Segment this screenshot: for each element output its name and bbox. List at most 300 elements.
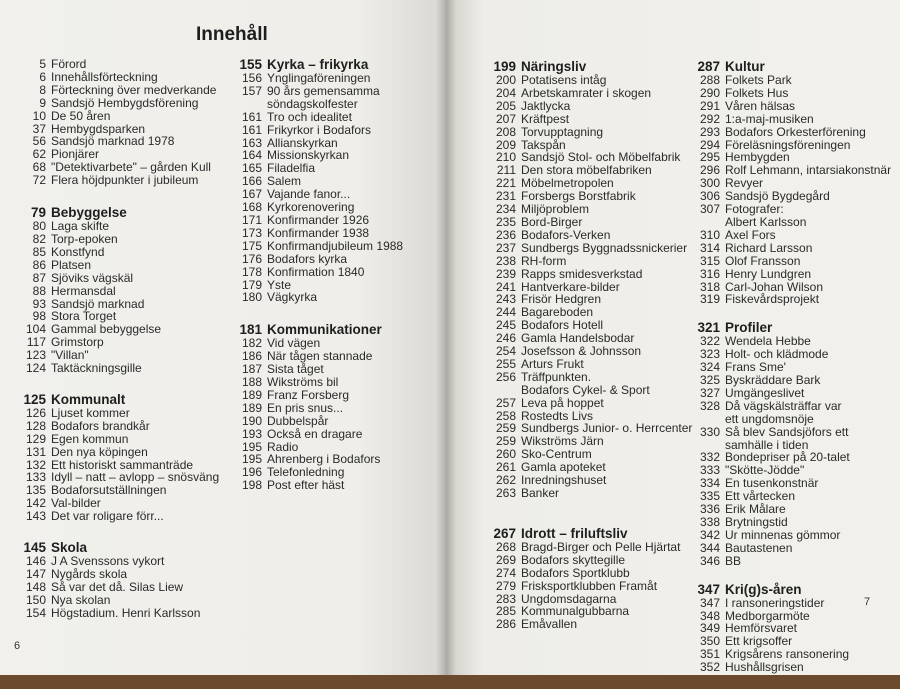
entry-page-number: 5 [39, 57, 46, 71]
entry-page-number: 293 [699, 124, 720, 139]
entry-page-number: 318 [699, 279, 720, 294]
toc-entry [472, 74, 704, 87]
entry-page-number: 196 [241, 465, 262, 480]
entry-title: Bagareboden [521, 305, 594, 320]
entry-title: Bodafors brandkår [51, 418, 150, 433]
entry-page-number: 8 [39, 82, 46, 97]
entry-title: Konfirmation 1840 [267, 264, 365, 279]
entry-page-number: 188 [241, 375, 262, 390]
entry-page-number: 6 [39, 69, 46, 84]
entry-title: Nya skolan [51, 592, 111, 607]
entry-title: Post efter häst [267, 478, 345, 493]
entry-title: Medborgarmöte [725, 608, 810, 623]
entry-title: Platsen [51, 257, 92, 272]
entry-page-number: 338 [699, 515, 720, 529]
toc-entry [676, 126, 876, 139]
entry-title: Ett vårtecken [725, 489, 796, 504]
toc-entry [472, 618, 704, 631]
toc-entry [472, 242, 704, 255]
entry-title: Bodafors Orkesterförening [725, 124, 866, 139]
entry-title: Hermansdal [51, 283, 116, 298]
entry-title: 1:a-maj-musiken [725, 111, 814, 126]
entry-title: "Villan" [51, 348, 89, 363]
entry-title: Yste [267, 277, 292, 292]
toc-section [676, 583, 876, 674]
entry-title: Bodafors Sportklubb [521, 565, 630, 580]
entry-page-number: 189 [241, 387, 262, 402]
entry-title: Sista tåget [267, 362, 324, 377]
entry-page-number: 200 [495, 73, 516, 87]
entry-page-number: 72 [32, 173, 46, 188]
toc-entry [676, 387, 876, 400]
entry-page-number: 205 [495, 98, 516, 113]
entry-page-number: 198 [241, 478, 262, 493]
entry-title: Vajande fanor... [267, 187, 351, 202]
entry-title: Också en dragare [267, 426, 363, 441]
section-heading [472, 60, 704, 74]
entry-page-number: 336 [699, 502, 720, 517]
entry-title: Idrott – friluftsliv [521, 525, 628, 541]
entry-page-number: 246 [495, 331, 516, 346]
entry-page-number: 104 [25, 322, 46, 337]
entry-page-number: 163 [241, 135, 262, 150]
toc-entry [676, 74, 876, 87]
entry-title: Folkets Park [725, 73, 792, 87]
entry-title: Potatisens intåg [521, 73, 607, 87]
toc-entry [472, 487, 704, 500]
entry-title: Bodafors Cykel- & Sport [521, 382, 650, 397]
entry-page-number: 178 [241, 264, 262, 279]
entry-title: Rapps smidesverkstad [521, 266, 643, 281]
entry-title: Grimstorp [51, 335, 104, 350]
toc-entry [472, 255, 704, 268]
entry-title: "Skötte-Jödde" [725, 463, 805, 478]
entry-page-number: 315 [699, 253, 720, 268]
entry-page-number: 133 [25, 470, 46, 485]
entry-page-number: 123 [25, 348, 46, 363]
entry-title: Wikströms Järn [521, 434, 604, 449]
entry-page-number: 128 [25, 418, 46, 433]
section-heading [0, 541, 218, 555]
entry-title: Fotografer: [725, 202, 784, 217]
entry-page-number: 93 [32, 296, 46, 311]
entry-title: Gammal bebyggelse [51, 322, 162, 337]
entry-page-number: 287 [697, 59, 720, 74]
entry-title: Kyrkorenovering [267, 200, 355, 215]
entry-page-number: 316 [699, 266, 720, 281]
entry-page-number: 82 [32, 231, 46, 246]
toc-entry [218, 98, 436, 111]
entry-page-number: 349 [699, 621, 720, 636]
entry-title: Så var det då. Silas Liew [51, 579, 184, 594]
entry-page-number: 350 [699, 634, 720, 649]
entry-page-number: 204 [495, 85, 516, 100]
entry-page-number: 334 [699, 476, 720, 491]
toc-entry [676, 555, 876, 568]
entry-page-number: 209 [495, 137, 516, 152]
toc-entry [676, 229, 876, 242]
entry-page-number: 310 [699, 227, 720, 242]
toc-entry [676, 426, 876, 439]
section-heading [0, 393, 218, 407]
toc-entry [218, 402, 436, 415]
entry-title: Takspån [521, 137, 566, 152]
toc-entry [676, 293, 876, 306]
entry-page-number: 132 [25, 457, 46, 472]
entry-page-number: 237 [495, 240, 516, 255]
entry-title: Det var roligare förr... [51, 509, 164, 524]
toc-entry [676, 529, 876, 542]
entry-title: Sandsjö marknad [51, 296, 145, 311]
entry-page-number: 187 [241, 362, 262, 377]
toc-entry [472, 384, 704, 397]
entry-title: Frisör Hedgren [521, 292, 602, 307]
entry-page-number: 325 [699, 373, 720, 388]
toc-entry [218, 214, 436, 227]
entry-title: Bebyggelse [51, 205, 127, 221]
entry-title: Laga skifte [51, 219, 110, 234]
entry-title: Hushållsgrisen [725, 660, 804, 675]
entry-page-number: 294 [699, 137, 720, 152]
entry-page-number: 283 [495, 591, 516, 606]
entry-title: Konfirmander 1926 [267, 212, 370, 227]
entry-title: Arbetskamrater i skogen [521, 85, 652, 100]
toc-entry [218, 389, 436, 402]
page-number-right: 7 [864, 596, 871, 608]
entry-page-number: 182 [241, 336, 262, 351]
entry-title: Profiler [725, 320, 773, 336]
entry-title: RH-form [521, 253, 567, 268]
toc-section [472, 527, 704, 631]
toc-entry [218, 124, 436, 137]
toc-entry [676, 242, 876, 255]
entry-page-number: 351 [699, 647, 720, 662]
entry-page-number: 179 [241, 277, 262, 292]
entry-title: Bodaforsutställningen [51, 483, 167, 498]
entry-title: Vägkyrka [267, 290, 318, 305]
entry-page-number: 347 [699, 595, 720, 610]
entry-title: Olof Fransson [725, 253, 801, 268]
section-heading [218, 323, 436, 337]
section-heading [676, 60, 876, 74]
entry-page-number: 327 [699, 385, 720, 400]
entry-page-number: 199 [493, 59, 516, 74]
entry-title: Sandsjö Bygdegård [725, 189, 830, 204]
entry-page-number: 210 [495, 150, 516, 165]
entry-title: När tågen stannade [267, 349, 373, 364]
entry-page-number: 129 [25, 431, 46, 446]
entry-page-number: 195 [241, 439, 262, 454]
entry-title: Ynglingaföreningen [267, 71, 371, 85]
toc-section [218, 58, 436, 304]
entry-page-number: 279 [495, 578, 516, 593]
toc-entry [472, 268, 704, 281]
entry-page-number: 244 [495, 305, 516, 320]
toc-entry [676, 113, 876, 126]
entry-title: Forsbergs Borstfabrik [521, 189, 636, 204]
toc-entry [0, 58, 218, 71]
entry-title: Rolf Lehmann, intarsiakonstnär [725, 163, 892, 178]
toc-column-2 [218, 58, 436, 507]
toc-entry [676, 87, 876, 100]
section-heading [676, 583, 876, 597]
entry-title: Albert Karlsson [725, 214, 807, 229]
toc-entry [218, 72, 436, 85]
toc-entry [0, 420, 218, 433]
toc-entry [0, 581, 218, 594]
entry-title: Sundbergs Byggnadssnickerier [521, 240, 688, 255]
entry-page-number: 88 [32, 283, 46, 298]
entry-page-number: 346 [699, 553, 720, 568]
toc-entry [218, 85, 436, 98]
entry-title: Gamla apoteket [521, 460, 606, 475]
entry-page-number: 261 [495, 460, 516, 475]
entry-page-number: 322 [699, 334, 720, 349]
entry-title: Bodafors skyttegille [521, 552, 626, 567]
toc-section [0, 58, 218, 187]
entry-page-number: 328 [699, 398, 720, 413]
entry-page-number: 263 [495, 486, 516, 500]
entry-title: Arturs Frukt [521, 356, 584, 371]
page-title: Innehåll [196, 24, 268, 45]
entry-title: I ransoneringstider [725, 595, 825, 610]
toc-column-1 [0, 58, 218, 635]
entry-title: Leva på hoppet [521, 395, 604, 410]
entry-page-number: 143 [25, 509, 46, 524]
entry-title: "Detektivarbete" – gården Kull [51, 160, 211, 175]
entry-page-number: 255 [495, 356, 516, 371]
entry-page-number: 241 [495, 279, 516, 294]
entry-title: Folkets Hus [725, 85, 789, 100]
entry-page-number: 292 [699, 111, 720, 126]
entry-title: Frans Sme' [725, 360, 786, 375]
entry-title: Nygårds skola [51, 567, 128, 581]
toc-entry [472, 580, 704, 593]
entry-title: Konstfynd [51, 244, 105, 259]
entry-title: Kräftpest [521, 111, 570, 126]
entry-title: Miljöproblem [521, 202, 590, 217]
toc-section [0, 393, 218, 523]
entry-page-number: 332 [699, 450, 720, 465]
entry-page-number: 268 [495, 539, 516, 554]
entry-title: Sandsjö Hembygdsförening [51, 95, 199, 110]
entry-title: Bodafors Hotell [521, 318, 604, 333]
entry-title: Inredningshuset [521, 473, 607, 488]
entry-page-number: 80 [32, 219, 46, 234]
entry-page-number: 254 [495, 344, 516, 359]
entry-page-number: 175 [241, 238, 262, 253]
entry-title: Näringsliv [521, 59, 587, 74]
toc-section [0, 206, 218, 375]
entry-page-number [676, 216, 725, 229]
entry-title: Då vägskälsträffar var [725, 398, 842, 413]
toc-entry [0, 433, 218, 446]
entry-title: Bord-Birger [521, 214, 583, 229]
entry-page-number: 150 [25, 592, 46, 607]
entry-title: söndagskolfester [267, 96, 358, 111]
toc-column-4 [676, 59, 892, 689]
entry-title: 90 års gemensamma [267, 83, 380, 98]
entry-page-number: 291 [699, 98, 720, 113]
entry-title: Flera höjdpunkter i jubileum [51, 173, 199, 188]
entry-title: Revyer [725, 176, 764, 191]
entry-title: J A Svenssons vykort [51, 554, 165, 569]
entry-page-number: 211 [496, 163, 516, 178]
toc-entry [0, 71, 218, 84]
entry-title: Bodafors kyrka [267, 251, 348, 266]
toc-entry [472, 126, 704, 139]
entry-page-number [472, 384, 521, 397]
entry-page-number: 85 [32, 244, 46, 259]
toc-entry [676, 661, 876, 674]
entry-page-number: 125 [23, 391, 46, 407]
entry-page-number: 323 [699, 347, 720, 362]
entry-title: Banker [521, 486, 560, 500]
entry-title: Skola [51, 540, 88, 556]
toc-entry [676, 100, 876, 113]
entry-title: Gamla Handelsbodar [521, 331, 635, 346]
toc-entry [0, 233, 218, 246]
entry-page-number: 335 [699, 489, 720, 504]
entry-title: Frikyrkor i Bodafors [267, 122, 372, 137]
entry-page-number: 258 [495, 408, 516, 423]
entry-title: Wikströms bil [267, 375, 339, 390]
entry-title: Kommunalt [51, 391, 126, 407]
entry-page-number: 262 [495, 473, 516, 488]
entry-title: Byskräddare Bark [725, 373, 821, 388]
entry-page-number: 321 [697, 320, 720, 336]
entry-title: Ur minnenas gömmor [725, 527, 841, 542]
toc-entry [218, 111, 436, 124]
toc-entry [676, 268, 876, 281]
entry-title: Missionskyrkan [267, 148, 350, 163]
entry-page-number: 348 [699, 608, 720, 623]
entry-page-number: 9 [39, 95, 46, 110]
entry-title: Konfirmander 1938 [267, 225, 370, 240]
entry-page-number: 148 [25, 579, 46, 594]
entry-title: Ungdomsdagarna [521, 591, 617, 606]
entry-page-number: 37 [32, 121, 46, 136]
entry-page-number: 221 [495, 176, 516, 191]
entry-page-number: 296 [699, 163, 720, 178]
toc-section [0, 541, 218, 620]
entry-title: De 50 åren [51, 108, 111, 123]
entry-title: Erik Målare [725, 502, 786, 517]
entry-page-number: 98 [32, 309, 46, 324]
entry-page-number: 142 [25, 496, 46, 511]
entry-title: Sandsjö marknad 1978 [51, 134, 175, 149]
toc-entry [472, 216, 704, 229]
entry-title: Idyll – natt – avlopp – snösväng [51, 470, 220, 485]
entry-title: Stora Torget [51, 309, 117, 324]
toc-entry [0, 174, 218, 187]
toc-entry [218, 415, 436, 428]
entry-page-number: 126 [25, 405, 46, 420]
entry-title: Träffpunkten. [521, 369, 592, 384]
entry-page-number: 344 [699, 540, 720, 555]
entry-title: En pris snus... [267, 400, 344, 415]
entry-page-number: 189 [241, 400, 262, 415]
entry-page-number: 117 [26, 335, 46, 350]
entry-title: Bodafors-Verken [521, 227, 611, 242]
entry-title: Emåvallen [521, 617, 578, 632]
entry-title: Den nya köpingen [51, 444, 148, 459]
toc-entry [472, 541, 704, 554]
toc-entry [0, 285, 218, 298]
entry-title: Jaktlycka [521, 98, 571, 113]
entry-title: Torvupptagning [521, 124, 604, 139]
entry-page-number: 180 [241, 290, 262, 305]
entry-title: Filadelfia [267, 161, 316, 176]
entry-title: ett ungdomsnöje [725, 411, 814, 426]
entry-page-number: 86 [32, 257, 46, 272]
entry-title: Taktäckningsgille [51, 361, 142, 376]
entry-page-number: 259 [495, 421, 516, 436]
entry-title: Konfirmandjubileum 1988 [267, 238, 404, 253]
entry-page-number: 166 [241, 174, 262, 189]
page-number-left: 6 [14, 640, 21, 652]
entry-title: Hembygden [725, 150, 790, 165]
entry-title: Kri(g)s-åren [725, 581, 802, 597]
entry-title: Frisksportklubben Framåt [521, 578, 658, 593]
entry-title: BB [725, 553, 742, 568]
toc-section [676, 59, 892, 307]
entry-title: Ahrenberg i Bodafors [267, 452, 381, 467]
toc-entry [472, 100, 704, 113]
entry-page-number: 195 [241, 452, 262, 467]
toc-entry [472, 371, 704, 384]
entry-page-number: 146 [25, 554, 46, 569]
entry-title: Hemförsvaret [725, 621, 798, 636]
toc-entry [0, 568, 218, 581]
entry-page-number: 269 [495, 552, 516, 567]
entry-title: Fiskevårdsprojekt [725, 292, 820, 307]
entry-page-number: 165 [241, 161, 262, 176]
entry-title: Franz Forsberg [267, 387, 350, 402]
entry-title: Telefonledning [267, 465, 345, 480]
toc-column-3 [472, 60, 704, 646]
toc-entry [218, 376, 436, 389]
toc-entry [218, 253, 436, 266]
entry-page-number: 207 [495, 111, 516, 126]
entry-page-number: 352 [699, 660, 720, 675]
entry-page-number: 79 [30, 205, 46, 221]
toc-entry [0, 272, 218, 285]
toc-entry [218, 266, 436, 279]
toc-entry [218, 479, 436, 492]
entry-page-number: 238 [495, 253, 516, 268]
entry-page-number: 342 [699, 527, 720, 542]
toc-entry [472, 397, 704, 410]
entry-page-number: 131 [25, 444, 46, 459]
toc-entry [676, 374, 876, 387]
entry-title: Bondepriser på 20-talet [725, 450, 850, 465]
entry-title: Holt- och klädmode [725, 347, 829, 362]
entry-page-number: 157 [241, 83, 262, 98]
entry-page-number: 68 [32, 160, 46, 175]
entry-title: Wendela Hebbe [725, 334, 811, 349]
book-gutter [436, 0, 456, 675]
toc-entry [472, 554, 704, 567]
entry-title: Högstadium. Henri Karlsson [51, 605, 201, 620]
entry-title: Kommunalgubbarna [521, 604, 630, 619]
entry-title: Egen kommun [51, 431, 129, 446]
entry-page-number [676, 413, 725, 426]
toc-entry [0, 246, 218, 259]
toc-entry [676, 400, 876, 413]
entry-page-number: 171 [241, 212, 262, 227]
entry-page-number: 161 [241, 109, 262, 124]
